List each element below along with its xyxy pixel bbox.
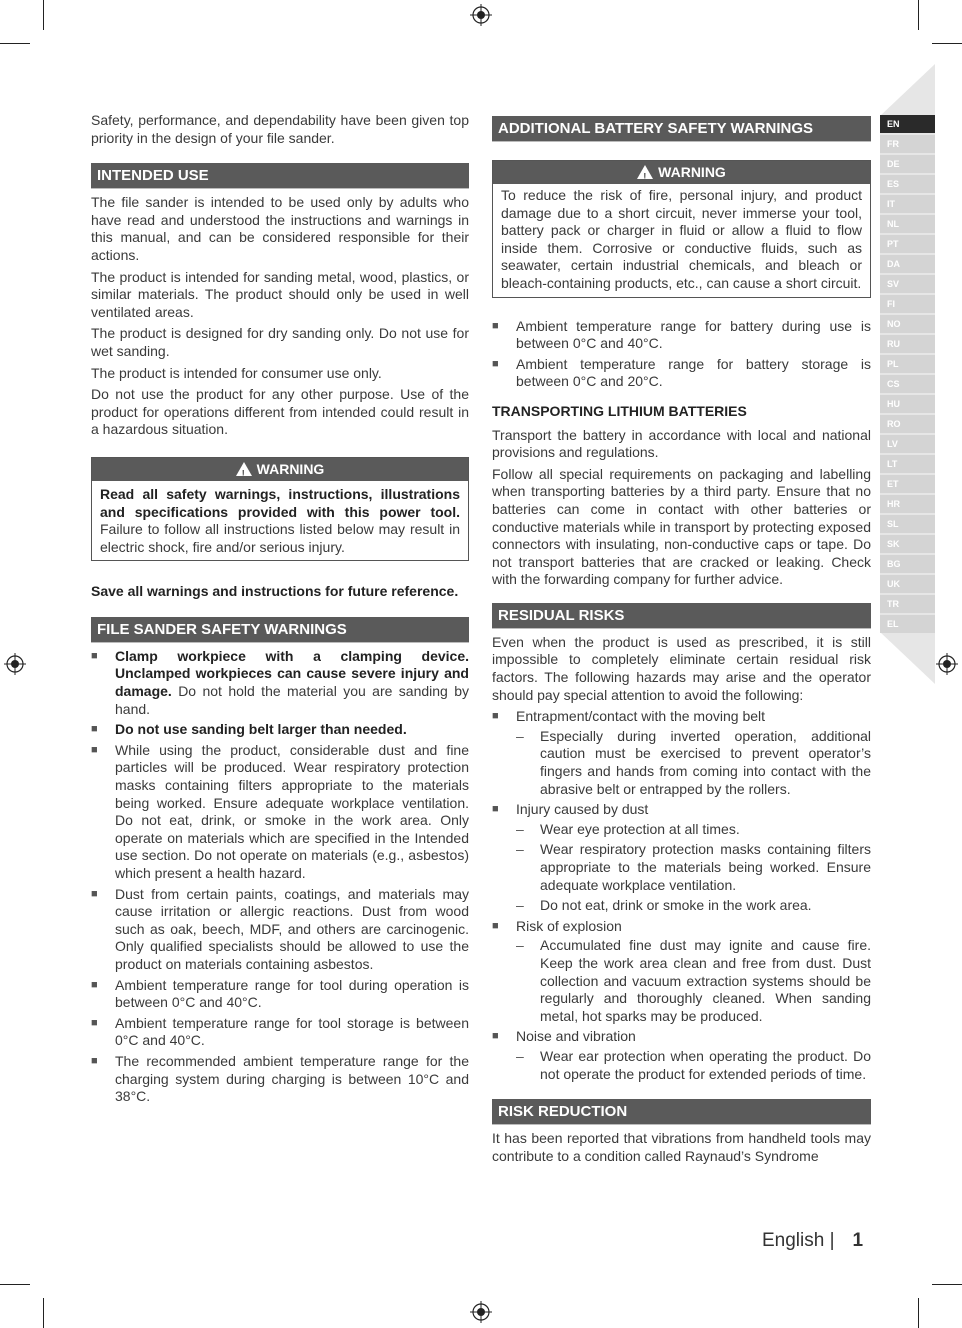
residual-intro: Even when the product is used as prescribed, it is still impossible to completely eliminate certain residual risk factors. The following hazards may arise and the operator should pay special attention to avoid the following: bbox=[492, 633, 871, 703]
crop-mark bbox=[918, 1298, 919, 1328]
language-tab-hr[interactable]: HR bbox=[880, 495, 935, 513]
list-item: ■ Dust from certain paints, coatings, and materials may cause irritation or allergic reactions. Dust from wood such as oak, beech, MDF, and others are carcinogenic. Only qualified specialists should be allowed to use the product on materials containing asbestos. bbox=[91, 886, 469, 974]
language-tab-lv[interactable]: LV bbox=[880, 435, 935, 453]
list-item: ■ Clamp workpiece with a clamping device. Unclamped workpieces can cause severe injury and damage. Do not hold the material you are sanding by hand. bbox=[91, 648, 469, 718]
sub-list-item: – Especially during inverted operation, additional caution must be exercised to prevent operator’s fingers and hands from coming into contact with the abrasive belt or entrapped by the rollers. bbox=[516, 728, 871, 798]
crop-mark bbox=[918, 0, 919, 30]
crop-mark bbox=[932, 1284, 962, 1285]
list-item: ■ Entrapment/contact with the moving belt – Especially during inverted operation, additional caution must be exercised to prevent operator’s fingers and hands from coming into contact with the abrasive belt or entrapped by the rollers. bbox=[492, 708, 871, 798]
language-tab-uk[interactable]: UK bbox=[880, 575, 935, 593]
page-footer bbox=[762, 1230, 863, 1252]
intro-paragraph: Safety, performance, and dependability have been given top priority in the design of your file sander. bbox=[91, 112, 469, 146]
warning-triangle-icon bbox=[637, 165, 653, 179]
warning-label: WARNING bbox=[658, 164, 726, 180]
language-tab-da[interactable]: DA bbox=[880, 255, 935, 273]
language-tab-de[interactable]: DE bbox=[880, 155, 935, 173]
registration-mark-icon bbox=[470, 1301, 492, 1323]
warning-header bbox=[493, 161, 870, 184]
sub-list-item: – Wear respiratory protection masks containing filters appropriate to the materials being worked. Ensure adequate workplace ventilation. bbox=[516, 841, 871, 894]
file-sander-list bbox=[91, 648, 469, 1106]
list-item: ■ Ambient temperature range for tool during operation is between 0°C and 40°C. bbox=[91, 977, 469, 1012]
registration-mark-icon bbox=[4, 653, 26, 675]
warning-text: Failure to follow all instructions listed below may result in electric shock, fire and/or serious injury. bbox=[100, 521, 460, 555]
language-tab-sv[interactable]: SV bbox=[880, 275, 935, 293]
list-item: ■ Ambient temperature range for battery storage is between 0°C and 20°C. bbox=[492, 356, 871, 391]
intended-use-paragraph: The file sander is intended to be used only by adults who have read and understood the instructions and warnings in this manual, and can be considered responsible for their actions. bbox=[91, 194, 469, 263]
language-tab-sk[interactable]: SK bbox=[880, 535, 935, 553]
language-tab-bg[interactable]: BG bbox=[880, 555, 935, 573]
language-tab-nl[interactable]: NL bbox=[880, 215, 935, 233]
language-tab-ro[interactable]: RO bbox=[880, 415, 935, 433]
battery-warning-box bbox=[492, 160, 871, 298]
intended-use-paragraph: The product is intended for consumer use only. bbox=[91, 364, 382, 381]
language-tab-fi[interactable]: FI bbox=[880, 295, 935, 313]
language-tab-pt[interactable]: PT bbox=[880, 235, 935, 253]
sub-list-item: – Accumulated fine dust may ignite and cause fire. Keep the work area clean and free from dust. Dust collection and vacuum extraction systems should be regularly and thoroughly cleaned. When sanding metal, hot sparks may be produced. bbox=[516, 937, 871, 1025]
intended-use-paragraph: Do not use the product for any other purpose. Use of the product for operations different from intended could result in a hazardous situation. bbox=[91, 386, 469, 438]
list-item: ■ Ambient temperature range for battery during use is between 0°C and 40°C. bbox=[492, 318, 871, 353]
crop-mark bbox=[43, 1298, 44, 1328]
language-tab-ru[interactable]: RU bbox=[880, 335, 935, 353]
language-tab-fr[interactable]: FR bbox=[880, 135, 935, 153]
warning-triangle-icon bbox=[236, 462, 252, 476]
save-instructions: Save all warnings and instructions for future reference. bbox=[91, 583, 459, 600]
language-tab-cs[interactable]: CS bbox=[880, 375, 935, 393]
sub-list-item: – Wear ear protection when operating the product. Do not operate the product for extended periods of time. bbox=[516, 1048, 871, 1083]
left-column bbox=[91, 112, 469, 1109]
residual-list bbox=[492, 708, 871, 1083]
crop-mark bbox=[932, 43, 962, 44]
warning-bold-text: Read all safety warnings, instructions, illustrations and specifications provided with this power tool. bbox=[100, 485, 460, 520]
language-tab-no[interactable]: NO bbox=[880, 315, 935, 333]
file-sander-heading: FILE SANDER SAFETY WARNINGS bbox=[91, 617, 469, 643]
sub-list-item: – Do not eat, drink or smoke in the work area. bbox=[516, 897, 871, 915]
language-tab-el[interactable]: EL bbox=[880, 615, 935, 633]
right-column bbox=[492, 116, 871, 1169]
language-tab-hu[interactable]: HU bbox=[880, 395, 935, 413]
crop-mark bbox=[0, 43, 30, 44]
risk-reduction-heading: RISK REDUCTION bbox=[492, 1099, 871, 1125]
language-tab-es[interactable]: ES bbox=[880, 175, 935, 193]
battery-list bbox=[492, 318, 871, 391]
residual-risks-heading: RESIDUAL RISKS bbox=[492, 603, 871, 629]
risk-reduction-text: It has been reported that vibrations from handheld tools may contribute to a condition called Raynaud’s Syndrome bbox=[492, 1130, 871, 1164]
transport-paragraph: Follow all special requirements on packaging and labelling when transporting batteries by a third party. Ensure that no batteries can come in contact with other batteries or conductive materials while in transport by protecting exposed connectors with insulating, non-conductive caps or tape. Do not transport batteries that are cracked or leaking. Check with the forwarding company for further advice. bbox=[492, 465, 871, 588]
registration-mark-icon bbox=[470, 4, 492, 26]
crop-mark bbox=[43, 0, 44, 30]
crop-mark bbox=[0, 1284, 30, 1285]
page-number: 1 bbox=[852, 1230, 864, 1251]
list-item: ■ While using the product, considerable dust and fine particles will be produced. Wear respiratory protection masks containing filters appropriate to the materials being worked. Ensure adequate workplace ventilation. Do not eat, drink, or smoke in the work area. Only operate on materials which are specified in the Intended use section. Do not operate on materials (e.g., asbestos) which present a health hazard. bbox=[91, 742, 469, 883]
language-tab-et[interactable]: ET bbox=[880, 475, 935, 493]
transport-paragraph: Transport the battery in accordance with local and national provisions and regulations. bbox=[492, 426, 871, 461]
footer-language: English | bbox=[762, 1230, 835, 1251]
list-item: ■ Ambient temperature range for tool storage is between 0°C and 40°C. bbox=[91, 1015, 469, 1050]
list-item: ■ Noise and vibration – Wear ear protection when operating the product. Do not operate the product for extended periods of time. bbox=[492, 1028, 871, 1083]
sub-list-item: – Wear eye protection at all times. bbox=[516, 821, 871, 839]
battery-heading: ADDITIONAL BATTERY SAFETY WARNINGS bbox=[492, 116, 871, 142]
language-tab-lt[interactable]: LT bbox=[880, 455, 935, 473]
language-tabs bbox=[880, 115, 935, 635]
intended-use-paragraph: The product is designed for dry sanding only. Do not use for wet sanding. bbox=[91, 325, 469, 359]
intended-use-heading: INTENDED USE bbox=[91, 163, 469, 189]
language-tab-sl[interactable]: SL bbox=[880, 515, 935, 533]
warning-label: WARNING bbox=[256, 460, 325, 477]
list-item: ■ Risk of explosion – Accumulated fine dust may ignite and cause fire. Keep the work area clean and free from dust. Dust collection and vacuum extraction systems should be regularly and thoroughly cleaned. When sanding metal, hot sparks may be produced. bbox=[492, 918, 871, 1026]
language-tab-en[interactable]: EN bbox=[880, 115, 935, 133]
intended-use-paragraph: The product is intended for sanding metal, wood, plastics, or similar materials. The product should only be used in well ventilated areas. bbox=[91, 268, 469, 320]
list-item: ■ Injury caused by dust – Wear eye protection at all times. – Wear respiratory protection masks containing filters appropriate to the materials being worked. Ensure adequate workplace ventilation. – Do not eat, drink or smoke in the work area. bbox=[492, 801, 871, 915]
list-item: ■ Do not use sanding belt larger than needed. bbox=[91, 721, 469, 739]
warning-header bbox=[92, 458, 468, 481]
list-item: ■ The recommended ambient temperature range for the charging system during charging is between 10°C and 38°C. bbox=[91, 1053, 469, 1106]
language-tab-it[interactable]: IT bbox=[880, 195, 935, 213]
language-tab-tr[interactable]: TR bbox=[880, 595, 935, 613]
registration-mark-icon bbox=[936, 653, 958, 675]
transport-heading: TRANSPORTING LITHIUM BATTERIES bbox=[492, 402, 747, 419]
battery-warning-text: To reduce the risk of fire, personal injury, and product damage due to a short circuit, never immerse your tool, battery pack or charger in fluid or allow a fluid to flow inside them. Corrosive or conductive fluids, such as seawater, certain industrial chemicals, and bleach or bleach-containing products, etc., can cause a short circuit. bbox=[501, 187, 862, 291]
language-tab-pl[interactable]: PL bbox=[880, 355, 935, 373]
warning-box bbox=[91, 457, 469, 561]
